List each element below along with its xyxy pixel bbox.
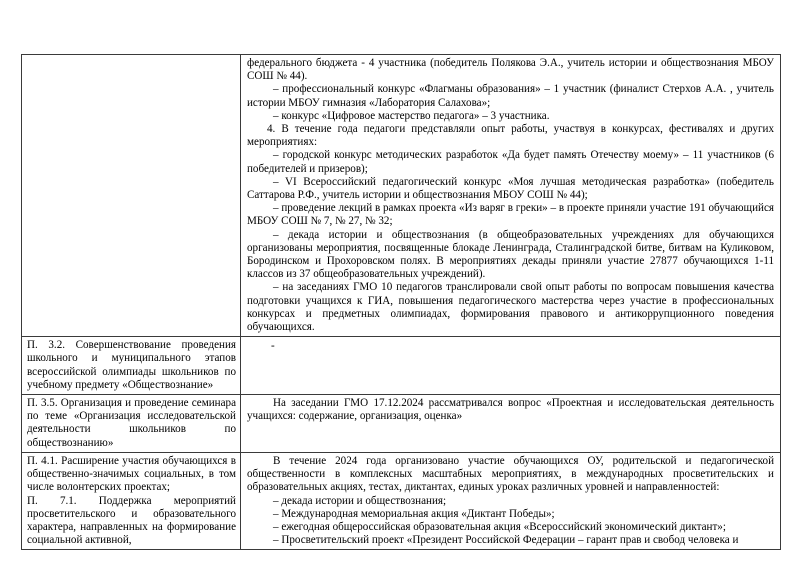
table-cell-item-3-5-value: [241, 395, 781, 453]
table-cell-left-empty: [22, 55, 241, 337]
empty-dash: -: [271, 340, 275, 353]
table-row: [22, 452, 781, 549]
paragraph: – проведение лекций в рамках проекта «Из варяг в греки» – в проекте приняли участие 191 обучающийся МБОУ СОШ № 7, № 27, № 32;: [247, 202, 774, 228]
paragraph: 4. В течение года педагоги представляли опыт работы, участвуя в конкурсах, фестивалях и других мероприятиях:: [247, 123, 774, 149]
paragraph: П. 3.5. Организация и проведение семинара по теме «Организация исследовательской деятельности школьников по обществознанию»: [27, 397, 236, 449]
paragraph: В течение 2024 года организовано участие обучающихся ОУ, родительской и педагогической общественности в комплексных масштабных мероприятиях, в международных просветительских и образовательных акциях, тестах, диктантах, единых уроках различных уровней и направленностей:: [247, 454, 774, 494]
table-cell-item-3-2-value: [241, 337, 781, 395]
table-cell-activities: [241, 55, 781, 337]
table-row: [22, 337, 781, 395]
paragraph: – VI Всероссийский педагогический конкурс «Моя лучшая методическая разработка» (победитель Саттарова Р.Ф., учитель истории и обществознания МБОУ СОШ № 44);: [247, 175, 774, 202]
paragraph: – Просветительский проект «Президент Российской Федерации – гарант прав и свобод человека и: [273, 534, 739, 547]
paragraph: На заседании ГМО 17.12.2024 рассматривался вопрос «Проектная и исследовательская деятельность учащихся: содержание, организация, оценка»: [247, 397, 774, 423]
paragraph: – конкурс «Цифровое мастерство педагога» – 3 участника.: [273, 109, 550, 122]
paragraph: – городской конкурс методических разработок «Да будет память Отечеству моему» – 11 участников (6 победителей и призеров);: [247, 149, 774, 175]
paragraph: – на заседаниях ГМО 10 педагогов транслировали свой опыт работы по вопросам повышения качества подготовки учащихся к ГИА, повышения педагогического мастерства через участие в профессиональных конкурсах и предметных олимпиадах, формирования правового и антикоррупционного поведения обучающихся.: [247, 281, 774, 334]
paragraph: – ежегодная общероссийская образовательная акция «Всероссийский экономический диктант»;: [273, 520, 726, 533]
table-cell-item-4-1-value: [241, 452, 781, 549]
table-cell-item-4-1: [22, 452, 241, 549]
paragraph: федерального бюджета - 4 участника (победитель Полякова Э.А., учитель истории и обществознания МБОУ СОШ № 44).: [247, 57, 774, 83]
paragraph: – профессиональный конкурс «Флагманы образования» – 1 участник (финалист Стерхов А.А. , учитель истории МБОУ гимназия «Лаборатория Салахова»;: [247, 83, 774, 109]
table-cell-item-3-5: [22, 395, 241, 453]
paragraph: П. 3.2. Совершенствование проведения школьного и муниципального этапов всероссийской олимпиады школьников по учебному предмету «Обществознание»: [27, 339, 236, 391]
table-cell-item-3-2: [22, 337, 241, 395]
paragraph: П. 7.1. Поддержка мероприятий просветительского и образовательного характера, направленных на формирование социальной активной,: [27, 494, 236, 547]
paragraph: П. 4.1. Расширение участия обучающихся в общественно-значимых социальных, в том числе волонтерских проектах;: [27, 454, 236, 494]
paragraph: – декада истории и обществознания (в общеобразовательных учреждениях для обучающихся организованы мероприятия, посвященные блокаде Ленинграда, Сталинградской битве, битвам на Куликовом, Бородинском и Прохоровском полях. В мероприятиях декады приняли участие 27877 обучающихся 1-11 классов из 37 общеобразовательных учреждений).: [247, 228, 774, 281]
paragraph: – Международная мемориальная акция «Диктант Победы»;: [273, 507, 555, 520]
report-table: [21, 54, 781, 550]
table-row: [22, 55, 781, 337]
paragraph: – декада истории и обществознания;: [273, 494, 447, 507]
table-row: [22, 395, 781, 453]
